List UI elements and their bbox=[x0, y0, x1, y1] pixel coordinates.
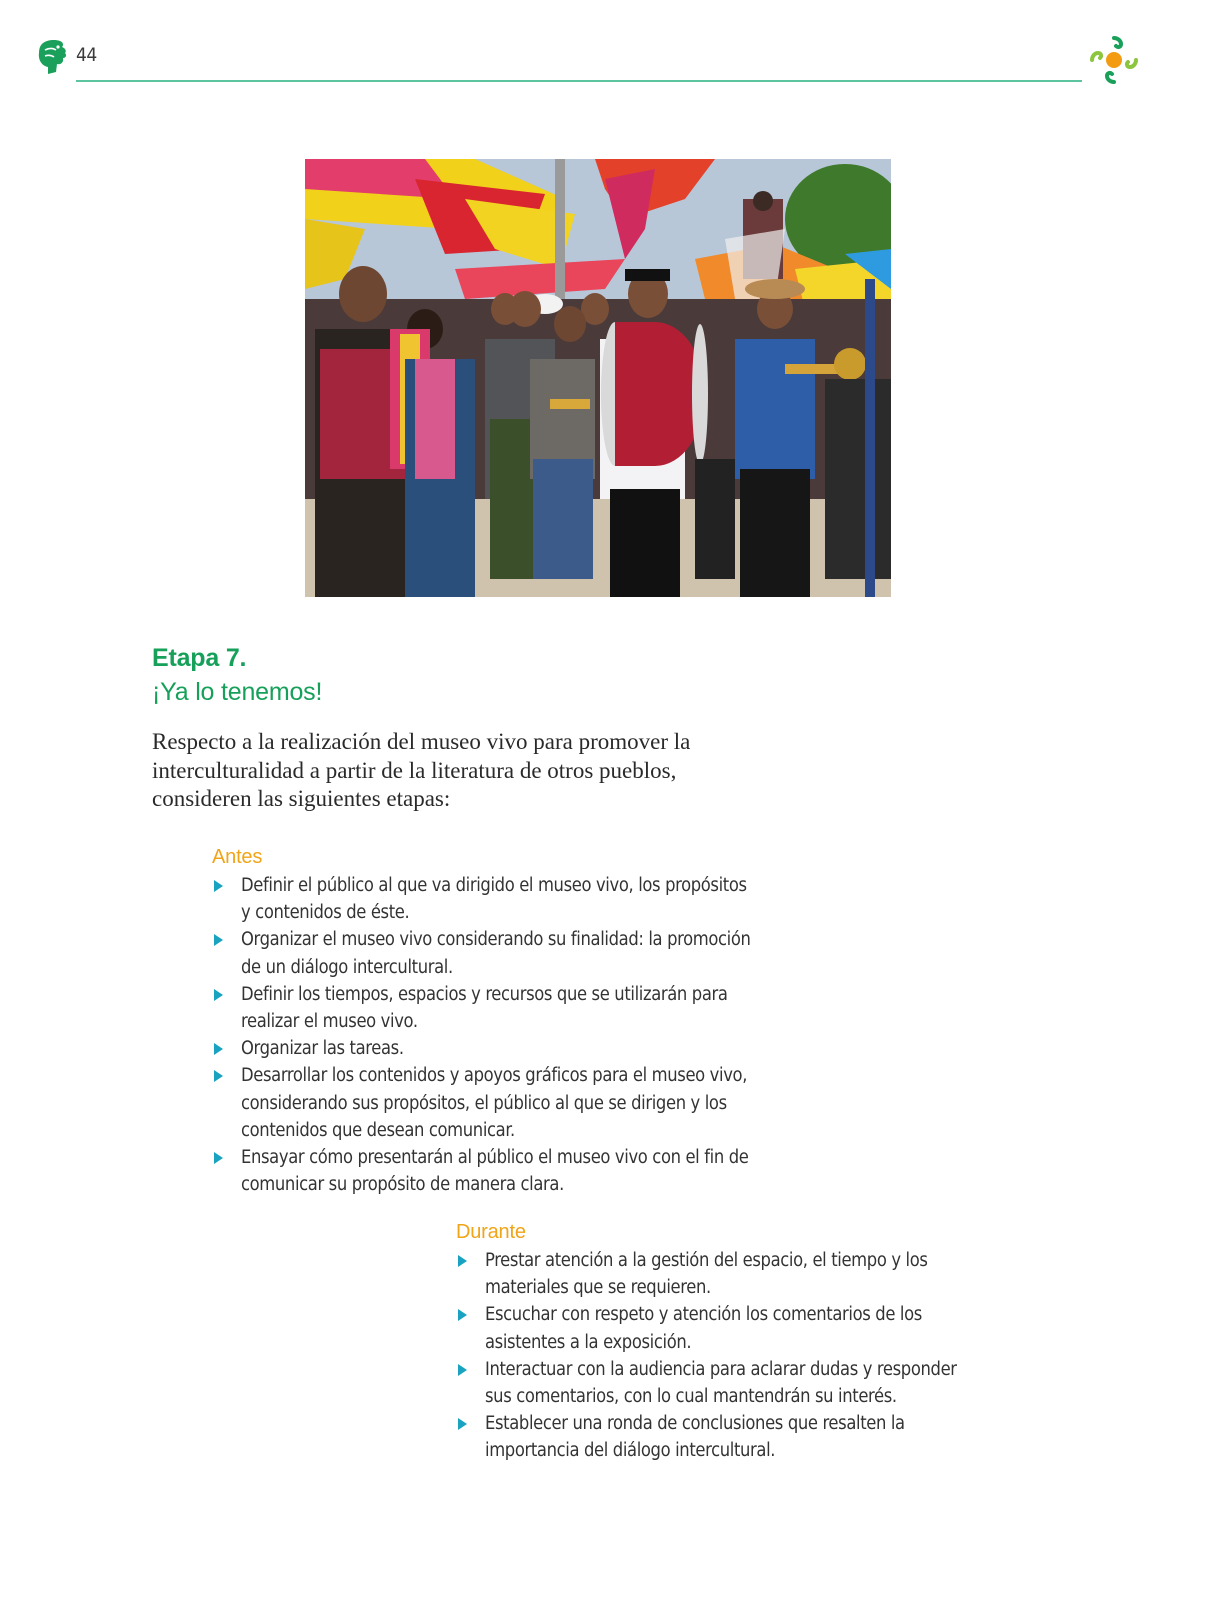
list-item: Interactuar con la audiencia para aclarar dudas y responder sus comentarios, con lo cual mantendrán su interés. bbox=[456, 1356, 966, 1410]
bullet-arrow-icon bbox=[458, 1255, 467, 1267]
bullet-arrow-icon bbox=[214, 880, 223, 892]
list-item: Organizar las tareas. bbox=[212, 1035, 757, 1062]
list-item: Organizar el museo vivo considerando su finalidad: la promoción de un diálogo intercultural. bbox=[212, 926, 757, 980]
intro-paragraph: Respecto a la realización del museo vivo para promover la interculturalidad a partir de la literatura de otros pueblos, consideren las siguientes etapas: bbox=[152, 729, 691, 811]
list-item: Desarrollar los contenidos y apoyos gráficos para el museo vivo, considerando sus propósitos, el público al que se dirigen y los contenidos que desean comunicar. bbox=[212, 1062, 757, 1144]
bullet-arrow-icon bbox=[214, 989, 223, 1001]
green-leaf-head-icon bbox=[36, 38, 68, 76]
list-item: Ensayar cómo presentarán al público el museo vivo con el fin de comunicar su propósito de manera clara. bbox=[212, 1144, 757, 1198]
stage-title: Etapa 7. bbox=[152, 644, 247, 672]
header-rule bbox=[76, 80, 1082, 82]
bullet-arrow-icon bbox=[458, 1418, 467, 1430]
durante-list bbox=[456, 1247, 966, 1465]
section-heading-antes: Antes bbox=[212, 846, 263, 868]
list-item: Definir el público al que va dirigido el museo vivo, los propósitos y contenidos de éste. bbox=[212, 872, 757, 926]
bullet-arrow-icon bbox=[214, 1043, 223, 1055]
bullet-arrow-icon bbox=[214, 1152, 223, 1164]
list-item: Prestar atención a la gestión del espacio, el tiempo y los materiales que se requieren. bbox=[456, 1247, 966, 1301]
antes-list bbox=[212, 872, 757, 1198]
bullet-arrow-icon bbox=[214, 1070, 223, 1082]
festival-parade-photo bbox=[305, 159, 891, 597]
section-heading-durante: Durante bbox=[456, 1221, 526, 1243]
page-number: 44 bbox=[76, 44, 97, 66]
bullet-arrow-icon bbox=[458, 1364, 467, 1376]
bullet-arrow-icon bbox=[458, 1309, 467, 1321]
list-item: Definir los tiempos, espacios y recursos que se utilizarán para realizar el museo vivo. bbox=[212, 981, 757, 1035]
stage-subtitle: ¡Ya lo tenemos! bbox=[152, 678, 323, 706]
list-item: Escuchar con respeto y atención los comentarios de los asistentes a la exposición. bbox=[456, 1301, 966, 1355]
flower-circle-logo-icon bbox=[1088, 34, 1140, 86]
bullet-arrow-icon bbox=[214, 934, 223, 946]
list-item: Establecer una ronda de conclusiones que resalten la importancia del diálogo intercultural. bbox=[456, 1410, 966, 1464]
